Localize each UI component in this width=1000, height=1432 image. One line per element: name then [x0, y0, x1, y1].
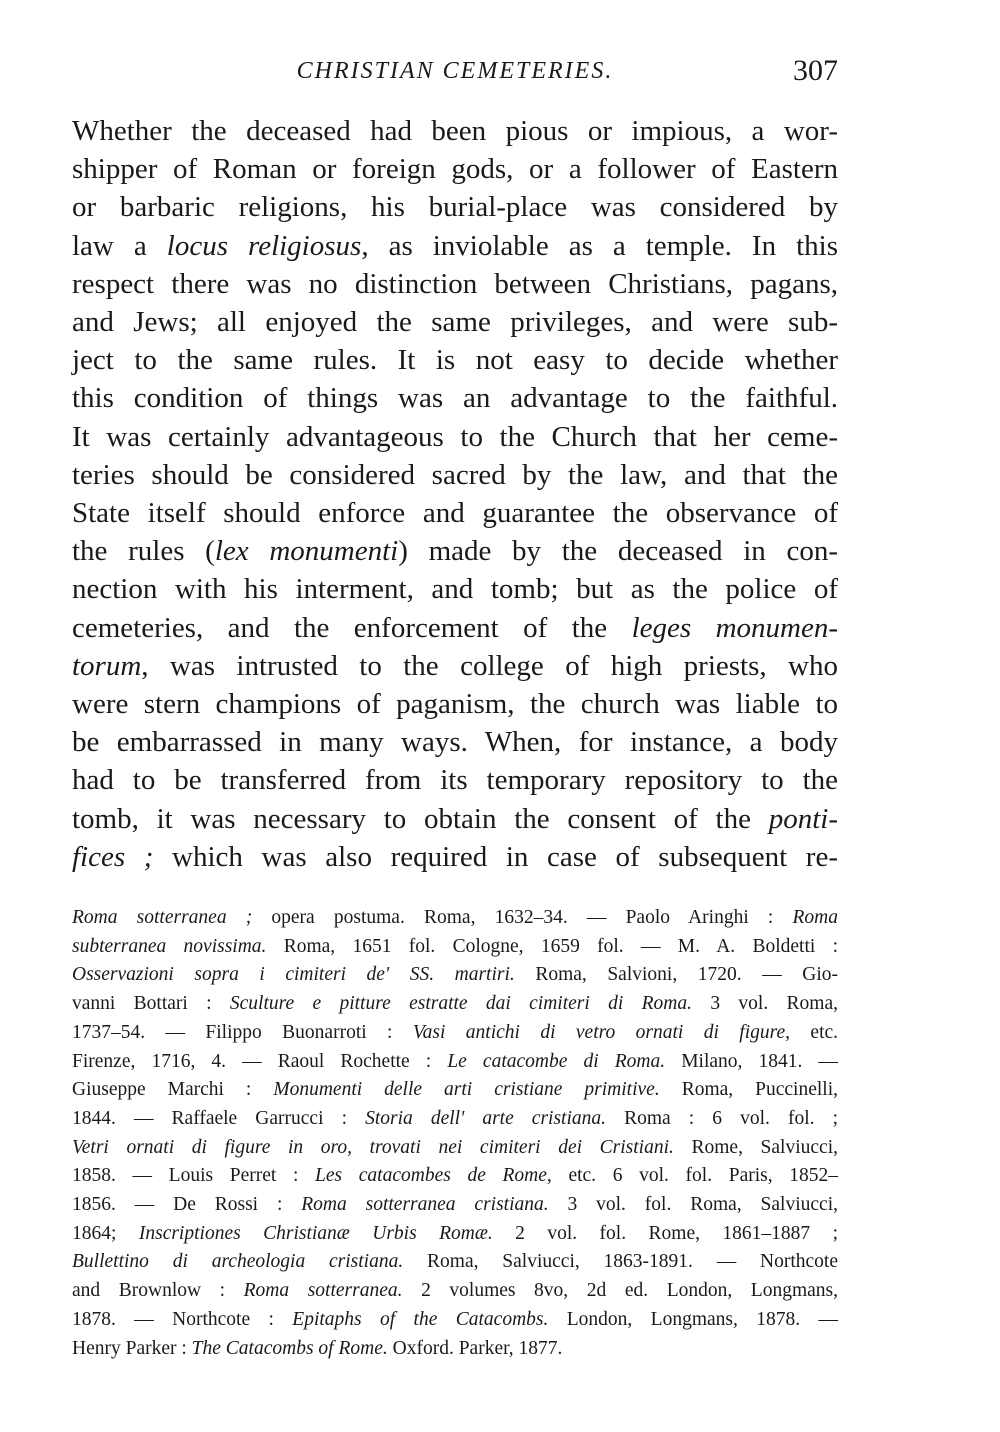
footnote-line: [72, 1277, 838, 1306]
text-run: ) made by the deceased in con-: [398, 535, 838, 568]
text-run: , etc.: [785, 1021, 839, 1043]
footnote-line: [72, 1134, 838, 1163]
text-run: Roma, 1651 fol. Cologne, 1659 fol. — M. A. Boldetti :: [266, 935, 838, 957]
footnote-line: [72, 1220, 838, 1249]
text-run: , as inviolable as a temple. In this: [361, 229, 838, 262]
body-line: [72, 609, 838, 647]
italic-text: fices ;: [72, 840, 154, 873]
page-number: 307: [793, 54, 838, 87]
text-run: which was also required in case of subsequent re-: [153, 840, 838, 873]
footnote-line: [72, 1076, 838, 1105]
text-run: ject to the same rules. It is not easy to decide whether: [72, 344, 838, 377]
body-line: [72, 418, 838, 456]
text-run: 3 vol. fol. Roma, Salviucci,: [548, 1194, 838, 1216]
body-line: [72, 341, 838, 379]
text-run: vanni Bottari :: [72, 993, 230, 1015]
italic-text: Osservazioni sopra i cimiteri de' SS. martiri.: [72, 964, 515, 986]
text-run: opera postuma. Roma, 1632–34. — Paolo Aringhi :: [252, 907, 793, 928]
italic-text: Storia dell' arte cristiana.: [365, 1107, 607, 1129]
body-text: [72, 112, 838, 876]
text-run: had to be transferred from its temporary repository to the: [72, 764, 838, 797]
italic-text: Monumenti delle arti cristiane primitive.: [273, 1079, 660, 1101]
text-run: Roma : 6 vol. fol. ;: [606, 1107, 838, 1129]
text-run: Giuseppe Marchi :: [72, 1079, 274, 1101]
footnote-line: [72, 933, 838, 962]
text-run: Roma, Puccinelli,: [659, 1079, 838, 1101]
text-run: teries should be considered sacred by the law, and that the: [72, 458, 838, 491]
italic-text: subterranea novissima.: [72, 935, 267, 957]
text-run: Firenze, 1716, 4. — Raoul Rochette :: [72, 1050, 448, 1072]
text-run: shipper of Roman or foreign gods, or a follower of Eastern: [72, 153, 838, 186]
body-line: [72, 800, 838, 838]
text-run: 1856. — De Rossi :: [72, 1194, 302, 1216]
text-run: 3 vol. Roma,: [692, 993, 838, 1015]
body-line: [72, 838, 838, 876]
text-run: this condition of things was an advantage to the faithful.: [72, 382, 838, 415]
italic-text: Inscriptiones Christianæ Urbis Romæ.: [138, 1222, 493, 1244]
body-line: [72, 570, 838, 608]
footnote-line: [72, 1105, 838, 1134]
footnotes: [72, 904, 838, 1363]
text-run: , etc. 6 vol. fol. Paris, 1852–: [546, 1165, 838, 1187]
text-run: Roma, Salvioni, 1720. — Gio-: [514, 964, 839, 986]
text-run: nection with his interment, and tomb; but as the police of: [72, 573, 838, 606]
footnote-line: [72, 990, 838, 1019]
italic-text: Bullettino di archeologia cristiana.: [72, 1251, 404, 1273]
italic-text: Les catacombes de Rome: [315, 1165, 547, 1187]
body-line: [72, 188, 838, 226]
italic-text: Roma sotterranea ;: [72, 907, 253, 928]
text-run: 1858. — Louis Perret :: [72, 1165, 316, 1187]
text-run: Henry Parker :: [72, 1337, 192, 1359]
body-line: [72, 150, 838, 188]
italic-text: locus religiosus: [166, 229, 362, 262]
italic-text: Vasi antichi di vetro ornati di figure: [412, 1021, 786, 1043]
body-line: [72, 227, 838, 265]
italic-text: torum: [72, 649, 142, 682]
text-run: or barbaric religions, his burial-place was considered by: [72, 191, 838, 224]
text-run: the rules (: [72, 535, 215, 568]
body-line: [72, 685, 838, 723]
italic-text: Vetri ornati di figure in oro, trovati nei cimiteri dei Cristiani.: [72, 1136, 674, 1158]
text-run: be embarrassed in many ways. When, for instance, a body: [72, 726, 838, 759]
italic-text: leges monumen-: [631, 611, 838, 644]
footnote-line: [72, 1162, 838, 1191]
italic-text: Roma sotterranea cristiana.: [301, 1194, 549, 1216]
text-run: State itself should enforce and guarantee the observance of: [72, 497, 838, 530]
text-run: , was intrusted to the college of high priests, who: [141, 649, 838, 682]
italic-text: Epitaphs of the Catacombs.: [292, 1308, 549, 1330]
text-run: Whether the deceased had been pious or impious, a wor-: [72, 115, 838, 147]
footnote-line: [72, 1191, 838, 1220]
text-run: Rome, Salviucci,: [673, 1136, 838, 1158]
text-run: respect there was no distinction between Christians, pagans,: [72, 267, 838, 300]
body-line: [72, 303, 838, 341]
text-run: were stern champions of paganism, the church was liable to: [72, 688, 838, 721]
italic-text: ponti-: [768, 802, 838, 835]
footnote-line: [72, 1048, 838, 1077]
text-run: Oxford. Parker, 1877.: [387, 1337, 563, 1359]
footnote-line: [72, 1248, 838, 1277]
body-line: [72, 379, 838, 417]
text-run: 1844. — Raffaele Garrucci :: [72, 1107, 366, 1129]
italic-text: lex monumenti: [214, 535, 399, 568]
text-run: Milano, 1841. —: [665, 1050, 838, 1072]
text-run: and Brownlow :: [72, 1280, 244, 1302]
body-line: [72, 647, 838, 685]
text-run: Roma, Salviucci, 1863-1891. — Northcote: [403, 1251, 839, 1273]
footnote-line: [72, 1306, 838, 1335]
footnote-line: [72, 1019, 838, 1048]
body-line: [72, 723, 838, 761]
body-line: [72, 532, 838, 570]
italic-text: The Catacombs of Rome.: [191, 1337, 388, 1359]
text-run: 2 volumes 8vo, 2d ed. London, Longmans,: [402, 1280, 839, 1302]
text-run: law a: [72, 229, 167, 262]
italic-text: Sculture e pitture estratte dai cimiteri di Roma.: [229, 993, 692, 1015]
footnote-line: [72, 904, 838, 933]
running-title: CHRISTIAN CEMETERIES.: [296, 58, 614, 84]
text-run: 1878. — Northcote :: [72, 1308, 293, 1330]
italic-text: Roma sotterranea.: [243, 1280, 403, 1302]
text-run: and Jews; all enjoyed the same privileges, and were sub-: [72, 306, 838, 339]
text-run: cemeteries, and the enforcement of the: [72, 611, 632, 644]
text-run: 1864;: [72, 1222, 139, 1244]
italic-text: Roma: [792, 907, 838, 928]
text-run: 1737–54. — Filippo Buonarroti :: [72, 1021, 413, 1043]
text-run: tomb, it was necessary to obtain the consent of the: [72, 802, 769, 835]
body-line: [72, 112, 838, 150]
body-line: [72, 494, 838, 532]
running-head: [72, 54, 838, 98]
body-line: [72, 456, 838, 494]
text-run: It was certainly advantageous to the Church that her ceme-: [72, 420, 838, 453]
footnote-line: [72, 961, 838, 990]
body-line: [72, 761, 838, 799]
text-run: London, Longmans, 1878. —: [548, 1308, 839, 1330]
text-run: 2 vol. fol. Rome, 1861–1887 ;: [492, 1222, 838, 1244]
italic-text: Le catacombe di Roma.: [447, 1050, 666, 1072]
body-line: [72, 265, 838, 303]
footnote-line: [72, 1335, 838, 1364]
